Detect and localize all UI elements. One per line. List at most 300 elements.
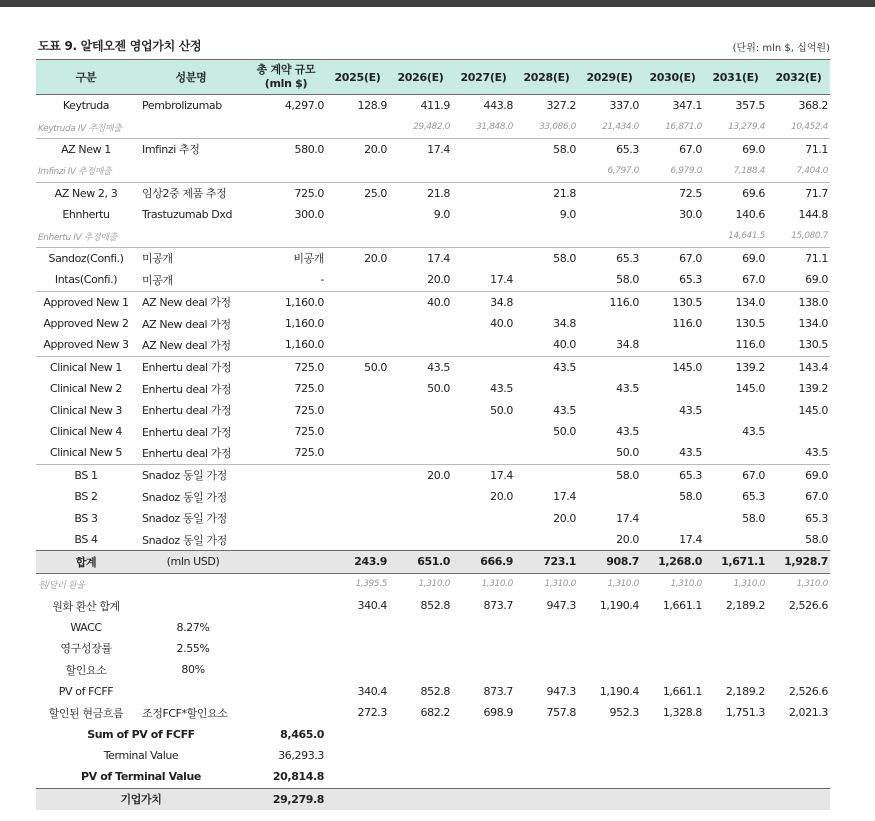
table-cell: 337.0 (609, 99, 639, 113)
table-cell: 43.5 (515, 356, 578, 378)
table-cell: (mln USD) (136, 551, 246, 573)
table-cell (578, 659, 641, 680)
table-cell (326, 225, 389, 247)
table-cell (641, 638, 704, 659)
table-cell (246, 160, 326, 182)
table-cell (452, 507, 515, 528)
table-cell: 43.5 (553, 403, 576, 417)
table-cell (452, 334, 515, 356)
empty-cell (767, 723, 830, 744)
table-cell (767, 616, 830, 637)
table-cell: 725.0 (294, 425, 324, 439)
table-cell: Enhertu deal 가정 (136, 356, 246, 378)
valuation-label: PV of Terminal Value (81, 770, 201, 784)
table-cell: 952.3 (609, 706, 639, 720)
table-cell: 10,452.4 (791, 122, 828, 133)
table-cell (326, 399, 389, 420)
table-cell: 65.3 (578, 247, 641, 269)
table-cell: 미공개 (136, 247, 246, 269)
table-cell (452, 659, 515, 680)
empty-cell (704, 745, 767, 766)
table-cell: 65.3 (578, 138, 641, 160)
table-cell: 1,310.0 (418, 579, 450, 590)
table-cell (704, 442, 767, 464)
table-cell: Pembrolizumab (142, 99, 222, 113)
table-cell: 357.5 (735, 99, 765, 113)
table-cell: 139.2 (704, 356, 767, 378)
table-cell (641, 659, 704, 680)
table-row (36, 291, 830, 313)
table-cell: 58.0 (679, 490, 702, 504)
table-cell: 2,189.2 (725, 599, 765, 613)
table-cell (515, 160, 578, 182)
table-cell: Approved New 2 (43, 317, 129, 331)
table-cell: 1,190.4 (599, 684, 639, 698)
empty-cell (641, 723, 704, 744)
empty-cell (641, 745, 704, 766)
column-header: 2031(E) (704, 60, 767, 95)
column-header: 2027(E) (452, 60, 515, 95)
table-row (36, 378, 830, 399)
table-cell: 368.2 (798, 99, 828, 113)
table-cell (326, 116, 389, 138)
table-row (36, 182, 830, 204)
table-cell: 20.0 (490, 490, 513, 504)
table-cell (452, 247, 515, 269)
table-row (36, 486, 830, 507)
table-cell: 58.0 (805, 533, 828, 546)
empty-cell (578, 788, 641, 810)
table-cell (326, 659, 389, 680)
table-cell (246, 529, 326, 551)
table-row (36, 595, 830, 616)
table-cell: 미공개 (142, 273, 173, 287)
table-cell: 134.0 (704, 291, 767, 313)
unit-note: (단위: mln $, 십억원) (732, 43, 830, 54)
table-cell: 1,160.0 (284, 338, 324, 352)
table-cell: Ehnhertu (62, 208, 110, 222)
table-cell: Snadoz 동일 가정 (142, 533, 227, 547)
table-cell: 139.2 (798, 382, 828, 396)
table-cell: 43.5 (616, 425, 639, 439)
table-cell (452, 138, 515, 160)
table-cell: 144.8 (798, 208, 828, 222)
table-cell: 65.3 (805, 511, 828, 525)
empty-cell (767, 745, 830, 766)
table-cell: 65.3 (679, 273, 702, 287)
valuation-row (36, 788, 830, 810)
empty-cell (389, 723, 452, 744)
table-cell: 비공개 (246, 247, 326, 269)
table-cell (641, 421, 704, 442)
table-cell: Clinical New 4 (49, 425, 123, 439)
column-header: 2028(E) (515, 60, 578, 95)
valuation-value: 36,293.3 (278, 748, 324, 762)
table-cell: 145.0 (798, 403, 828, 417)
table-cell: 69.0 (704, 138, 767, 160)
valuation-value: 20,814.8 (272, 770, 324, 784)
table-cell (136, 116, 246, 138)
table-cell (578, 399, 641, 420)
table-cell (326, 507, 389, 528)
table-cell: 2,189.2 (725, 684, 765, 698)
table-cell: 1,310.0 (481, 579, 513, 590)
table-cell (389, 442, 452, 464)
table-cell (452, 356, 515, 378)
table-cell: 1,310.0 (670, 579, 702, 590)
table-cell: 8.27% (176, 620, 210, 634)
table-cell: AZ New deal 가정 (142, 317, 231, 331)
table-row (36, 138, 830, 160)
table-cell: 65.3 (742, 490, 765, 504)
table-cell: Imfinzi 추정 (136, 138, 246, 160)
table-cell: 725.0 (294, 382, 324, 396)
table-cell: 원화 환산 합계 (52, 599, 120, 613)
table-cell: 145.0 (641, 356, 704, 378)
table-cell (326, 160, 389, 182)
table-cell: Imfinzi IV 추정매출 (38, 167, 112, 178)
table-cell: 69.0 (767, 464, 830, 486)
table-cell: 1,928.7 (767, 551, 830, 573)
table-cell: Sandoz(Confi.) (36, 247, 136, 269)
table-cell: 1,160.0 (284, 317, 324, 331)
table-row (36, 507, 830, 528)
table-cell (641, 334, 704, 356)
table-cell (452, 638, 515, 659)
table-cell: 50.0 (427, 382, 450, 396)
table-cell (389, 334, 452, 356)
table-cell: 40.0 (553, 338, 576, 352)
table-cell: 할인된 현금흐름 (48, 706, 124, 720)
table-cell (767, 659, 830, 680)
table-cell: 1,190.4 (599, 599, 639, 613)
table-cell: 17.4 (553, 490, 576, 504)
table-row (36, 356, 830, 378)
table-cell (578, 204, 641, 225)
empty-cell (452, 723, 515, 744)
table-cell: 13,279.4 (728, 122, 765, 133)
table-row (36, 247, 830, 269)
table-cell: 1,328.8 (662, 706, 702, 720)
empty-cell (578, 766, 641, 788)
table-row (36, 204, 830, 225)
valuation-label: 기업가치 (36, 788, 246, 810)
table-cell: 29,482.0 (413, 122, 450, 133)
table-cell (389, 659, 452, 680)
valuation-label: Terminal Value (103, 748, 179, 762)
table-cell (767, 421, 830, 442)
table-cell: Clinical New 5 (49, 446, 123, 460)
table-cell: 6,797.0 (607, 165, 639, 176)
table-cell (578, 225, 641, 247)
table-cell (389, 486, 452, 507)
table-cell (389, 313, 452, 334)
table-cell: 2.55% (176, 641, 210, 655)
table-cell: 67.0 (641, 247, 704, 269)
table-cell: 1,310.0 (607, 579, 639, 590)
empty-cell (704, 723, 767, 744)
valuation-table (36, 59, 830, 810)
table-cell: Snadoz 동일 가정 (136, 464, 246, 486)
table-cell (641, 616, 704, 637)
table-cell: 1,310.0 (733, 579, 765, 590)
table-cell: 1,310.0 (796, 579, 828, 590)
table-cell: 임상2중 제품 추정 (136, 182, 246, 204)
empty-cell (641, 788, 704, 810)
table-cell: 411.9 (420, 99, 450, 113)
table-cell (641, 378, 704, 399)
empty-cell (452, 766, 515, 788)
table-cell: 20.0 (616, 533, 639, 546)
table-cell: 651.0 (389, 551, 452, 573)
table-row (36, 616, 830, 637)
table-cell: AZ New 2, 3 (36, 182, 136, 204)
table-cell: 134.0 (798, 317, 828, 331)
table-cell (326, 291, 389, 313)
table-cell: 140.6 (735, 208, 765, 222)
table-cell: 143.4 (767, 356, 830, 378)
table-cell: 21.8 (389, 182, 452, 204)
table-cell: 873.7 (483, 599, 513, 613)
table-cell (246, 551, 326, 573)
table-cell: 725.0 (246, 356, 326, 378)
table-cell (452, 160, 515, 182)
table-cell: 17.4 (490, 273, 513, 287)
table-title: 도표 9. 알테오젠 영업가치 산정 (38, 39, 202, 53)
table-cell: 340.4 (357, 684, 387, 698)
table-cell (389, 616, 452, 637)
table-cell: 50.0 (553, 425, 576, 439)
table-cell: 327.2 (546, 99, 576, 113)
table-row (36, 421, 830, 442)
table-cell (246, 116, 326, 138)
table-cell: 1,310.0 (544, 579, 576, 590)
table-cell: 14,641.5 (728, 231, 765, 242)
table-row (36, 116, 830, 138)
table-cell: Approved New 1 (36, 291, 136, 313)
empty-cell (326, 766, 389, 788)
table-cell: 50.0 (616, 446, 639, 460)
table-cell (136, 595, 246, 616)
table-cell (515, 378, 578, 399)
table-cell: BS 1 (36, 464, 136, 486)
empty-cell (389, 766, 452, 788)
table-cell: 852.8 (420, 684, 450, 698)
table-cell (578, 638, 641, 659)
table-cell (452, 616, 515, 637)
table-cell (578, 313, 641, 334)
table-cell: 243.9 (326, 551, 389, 573)
table-cell: 34.8 (553, 317, 576, 331)
table-cell: 130.5 (641, 291, 704, 313)
table-cell (246, 638, 326, 659)
empty-cell (515, 745, 578, 766)
empty-cell (641, 766, 704, 788)
table-cell (389, 638, 452, 659)
table-cell: 128.9 (357, 99, 387, 113)
table-cell (246, 225, 326, 247)
table-row (36, 269, 830, 291)
table-cell (326, 638, 389, 659)
table-cell: Clinical New 3 (49, 403, 123, 417)
table-cell (704, 529, 767, 551)
empty-cell (389, 788, 452, 810)
column-header: 성분명 (136, 60, 246, 95)
table-cell: 20.0 (553, 511, 576, 525)
table-cell (326, 529, 389, 551)
empty-cell (389, 745, 452, 766)
table-cell: 43.5 (679, 446, 702, 460)
table-cell: Enhertu deal 가정 (142, 404, 232, 418)
table-cell (515, 638, 578, 659)
table-cell: 71.1 (767, 247, 830, 269)
table-cell: 21.8 (515, 182, 578, 204)
valuation-row (36, 766, 830, 788)
table-cell: 138.0 (767, 291, 830, 313)
table-cell (246, 595, 326, 616)
table-cell: Clinical New 1 (36, 356, 136, 378)
table-cell: 71.7 (767, 182, 830, 204)
valuation-value: 29,279.8 (246, 788, 326, 810)
table-cell (389, 225, 452, 247)
table-cell: 1,661.1 (662, 684, 702, 698)
table-cell: 272.3 (357, 706, 387, 720)
column-header: 2032(E) (767, 60, 830, 95)
table-row (36, 334, 830, 356)
table-cell: Approved New 3 (43, 338, 129, 352)
table-cell: 80% (181, 663, 205, 677)
table-cell: 1,160.0 (246, 291, 326, 313)
table-cell: Enhertu deal 가정 (142, 425, 232, 439)
table-cell: 116.0 (578, 291, 641, 313)
table-cell (246, 486, 326, 507)
table-cell: 725.0 (246, 182, 326, 204)
table-row (36, 225, 830, 247)
table-cell: 43.5 (742, 425, 765, 439)
table-cell (515, 616, 578, 637)
empty-cell (578, 723, 641, 744)
table-cell (515, 464, 578, 486)
table-row (36, 551, 830, 573)
table-cell: Enhertu IV 추정매출 (38, 232, 117, 243)
table-cell: 443.8 (483, 99, 513, 113)
empty-cell (326, 788, 389, 810)
table-cell (326, 442, 389, 464)
table-cell (389, 529, 452, 551)
table-row (36, 638, 830, 659)
empty-cell (515, 788, 578, 810)
table-cell: 50.0 (326, 356, 389, 378)
table-cell: 원/달러 환율 (38, 580, 85, 591)
table-cell: 1,751.3 (725, 706, 765, 720)
table-row (36, 464, 830, 486)
table-row (36, 659, 830, 680)
table-cell (136, 225, 246, 247)
table-cell (515, 269, 578, 291)
table-cell: 43.5 (679, 403, 702, 417)
table-cell: 2,526.6 (788, 684, 828, 698)
table-cell: 50.0 (490, 403, 513, 417)
table-cell: 58.0 (578, 464, 641, 486)
table-cell: Enhertu deal 가정 (142, 446, 232, 460)
table-cell: 130.5 (735, 317, 765, 331)
table-cell: Enhertu deal 가정 (142, 382, 232, 396)
table-cell: 725.0 (294, 403, 324, 417)
table-cell: 43.5 (389, 356, 452, 378)
table-cell (515, 659, 578, 680)
table-cell (246, 702, 326, 723)
table-cell: 1,395.5 (355, 579, 387, 590)
table-cell (704, 616, 767, 637)
table-cell: 15,080.7 (791, 231, 828, 242)
table-row (36, 160, 830, 182)
table-cell (515, 291, 578, 313)
table-cell (389, 160, 452, 182)
table-cell (515, 442, 578, 464)
table-cell: Snadoz 동일 가정 (142, 490, 227, 504)
table-cell (767, 638, 830, 659)
table-cell: 1,671.1 (704, 551, 767, 573)
table-cell: 43.5 (805, 446, 828, 460)
table-cell: BS 4 (74, 533, 98, 546)
table-cell: 58.0 (616, 273, 639, 287)
table-cell (389, 421, 452, 442)
table-cell (246, 659, 326, 680)
table-cell: 합계 (36, 551, 136, 573)
table-cell: 725.0 (294, 446, 324, 460)
table-cell: 43.5 (616, 382, 639, 396)
table-cell (641, 507, 704, 528)
table-cell: 33,086.0 (539, 122, 576, 133)
column-header: 2025(E) (326, 60, 389, 95)
table-cell: 17.4 (679, 533, 702, 546)
table-row (36, 702, 830, 723)
table-cell (326, 269, 389, 291)
table-cell: 58.0 (515, 138, 578, 160)
table-cell: 873.7 (483, 684, 513, 698)
empty-cell (704, 788, 767, 810)
table-cell: Snadoz 동일 가정 (142, 512, 227, 526)
table-cell (326, 421, 389, 442)
table-cell: 852.8 (420, 599, 450, 613)
table-cell (515, 529, 578, 551)
table-cell: 30.0 (679, 208, 702, 222)
table-cell: 69.0 (805, 273, 828, 287)
table-cell (326, 334, 389, 356)
table-cell: 116.0 (735, 338, 765, 352)
table-cell: 947.3 (546, 599, 576, 613)
table-cell (578, 616, 641, 637)
table-cell (136, 681, 246, 702)
empty-cell (767, 766, 830, 788)
table-cell: 682.2 (420, 706, 450, 720)
table-cell (326, 616, 389, 637)
table-cell (389, 507, 452, 528)
table-cell: 9.0 (433, 208, 450, 222)
table-cell: 2,021.3 (788, 706, 828, 720)
empty-cell (326, 745, 389, 766)
table-cell: 20.0 (389, 464, 452, 486)
table-cell: 40.0 (490, 317, 513, 331)
table-row (36, 442, 830, 464)
table-cell: AZ New deal 가정 (142, 338, 231, 352)
empty-cell (326, 723, 389, 744)
table-cell: 65.3 (641, 464, 704, 486)
table-cell: 666.9 (452, 551, 515, 573)
table-cell (641, 225, 704, 247)
table-cell: 6,979.0 (670, 165, 702, 176)
table-cell: 17.4 (389, 138, 452, 160)
